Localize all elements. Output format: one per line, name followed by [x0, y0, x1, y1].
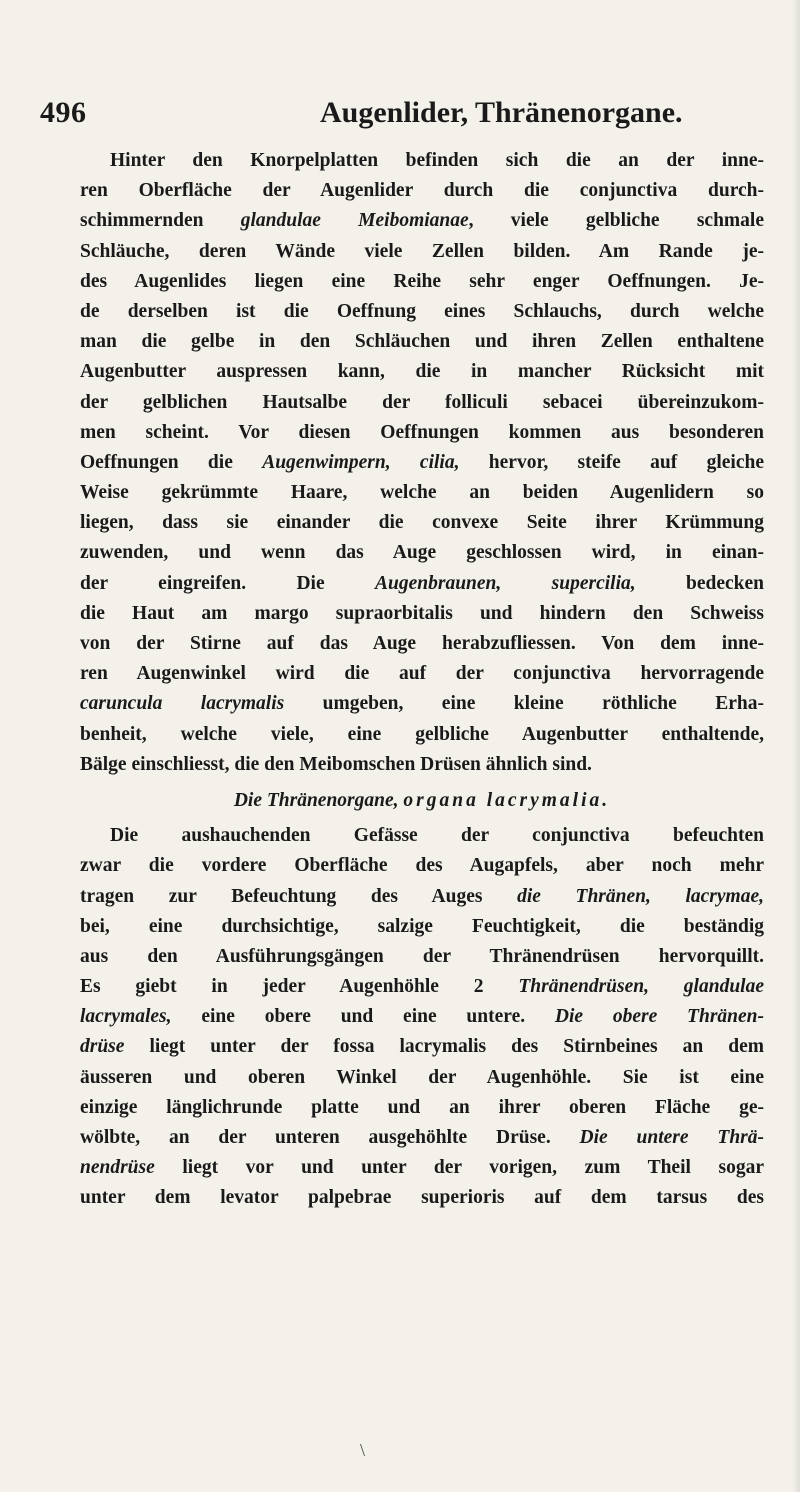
text-line: unter dem levator palpebrae superioris auf dem tarsus des: [80, 1187, 764, 1209]
text-line: Schläuche, deren Wände viele Zellen bilden. Am Rande je-: [80, 240, 764, 262]
paragraph-lacrimal-organs: [80, 821, 764, 1213]
text-line: Bälge einschliesst, die den Meibomschen Drüsen ähnlich sind.: [80, 753, 592, 775]
body-text: [80, 146, 764, 1214]
text-run: , viele gelbliche schmale: [468, 210, 764, 232]
text-line: [80, 569, 764, 599]
latin-term: glandulae Meibomianae: [240, 210, 469, 232]
text-line: Weise gekrümmte Haare, welche an beiden Augenlidern so: [80, 482, 764, 504]
text-line: men scheint. Vor diesen Oeffnungen kommen aus besonderen: [80, 421, 764, 443]
running-title: Augenlider, Thränenorgane.: [320, 96, 683, 129]
text-line: äusseren und oberen Winkel der Augenhöhle. Sie ist eine: [80, 1066, 764, 1088]
text-line: [80, 1002, 764, 1032]
paragraph-eyelids: [80, 146, 764, 780]
latin-term: Die obere Thränen-: [554, 1006, 764, 1028]
text-line: [80, 206, 764, 236]
text-line: einzige länglichrunde platte und an ihrer oberen Fläche ge-: [80, 1096, 764, 1118]
text-line: man die gelbe in den Schläuchen und ihren Zellen enthaltene: [80, 331, 764, 353]
heading-latin: organa lacrymalia.: [403, 789, 611, 811]
text-line: bei, eine durchsichtige, salzige Feuchtigkeit, die beständig: [80, 915, 764, 937]
text-line: ren Oberfläche der Augenlider durch die conjunctiva durch-: [80, 180, 764, 202]
footer-mark: \: [360, 1440, 366, 1460]
section-heading: [80, 780, 764, 821]
text-run: wölbte, an der unteren ausgehöhlte Drüse.: [80, 1127, 580, 1148]
latin-term: Die untere Thrä-: [579, 1127, 764, 1148]
latin-term: nendrüse: [80, 1157, 155, 1179]
latin-term: drüse: [80, 1036, 125, 1058]
text-run: umgeben, eine kleine röthliche Erha-: [284, 693, 764, 715]
text-line: [80, 448, 764, 478]
text-line: Hinter den Knorpelplatten befinden sich die an der inne-: [110, 150, 764, 171]
text-run: Oeffnungen die: [80, 451, 263, 473]
text-line: ren Augenwinkel wird die auf der conjunctiva hervorragende: [80, 663, 764, 685]
text-line: von der Stirne auf das Auge herabzufliessen. Von dem inne-: [80, 633, 764, 654]
text-line: aus den Ausführungsgängen der Thränendrüsen hervorquillt.: [80, 945, 764, 967]
heading-german: Die Thränenorgane,: [233, 789, 399, 811]
text-line: zuwenden, und wenn das Auge geschlossen wird, in einan-: [80, 542, 764, 564]
text-line: des Augenlides liegen eine Reihe sehr enger Oeffnungen. Je-: [80, 270, 764, 292]
page-number: 496: [40, 96, 87, 129]
latin-term: Thränendrüsen, glandulae: [518, 976, 764, 998]
latin-term: caruncula lacrymalis: [80, 693, 285, 715]
text-run: schimmernden: [80, 210, 241, 232]
latin-term: lacrymales,: [80, 1006, 172, 1028]
text-line: [80, 1123, 764, 1153]
text-run: hervor, steife auf gleiche: [459, 451, 764, 473]
text-line: [80, 689, 764, 719]
text-line: liegen, dass sie einander die convexe Seite ihrer Krümmung: [80, 512, 764, 534]
page-edge-shadow: [792, 0, 800, 1492]
text-line: die Haut am margo supraorbitalis und hindern den Schweiss: [80, 602, 764, 624]
text-line: [80, 1032, 764, 1062]
text-run: liegt vor und unter der vorigen, zum Theil sogar: [154, 1157, 764, 1179]
text-line: [80, 972, 764, 1002]
text-line: zwar die vordere Oberfläche des Augapfels, aber noch mehr: [80, 855, 764, 877]
text-run: tragen zur Befeuchtung des Auges: [80, 885, 518, 907]
text-run: Es giebt in jeder Augenhöhle 2: [80, 976, 519, 998]
latin-term: die Thränen, lacrymae,: [517, 885, 764, 907]
text-line: de derselben ist die Oeffnung eines Schlauchs, durch welche: [80, 300, 764, 322]
text-line: Augenbutter auspressen kann, die in mancher Rücksicht mit: [80, 361, 764, 383]
text-line: Die aushauchenden Gefässe der conjunctiva befeuchten: [110, 825, 764, 847]
text-line: der gelblichen Hautsalbe der folliculi sebacei übereinzukom-: [80, 391, 764, 413]
text-run: der eingreifen. Die: [80, 572, 376, 594]
text-run: eine obere und eine untere.: [171, 1006, 555, 1028]
latin-term: Augenbraunen, supercilia,: [375, 572, 636, 594]
text-run: bedecken: [635, 572, 764, 594]
text-run: liegt unter der fossa lacrymalis des Stirnbeines an dem: [124, 1036, 764, 1058]
text-line: benheit, welche viele, eine gelbliche Augenbutter enthaltende,: [80, 723, 764, 745]
text-line: [80, 882, 764, 912]
text-line: [80, 1153, 764, 1183]
page-header: [40, 96, 740, 136]
latin-term: Augenwimpern, cilia,: [262, 451, 460, 473]
